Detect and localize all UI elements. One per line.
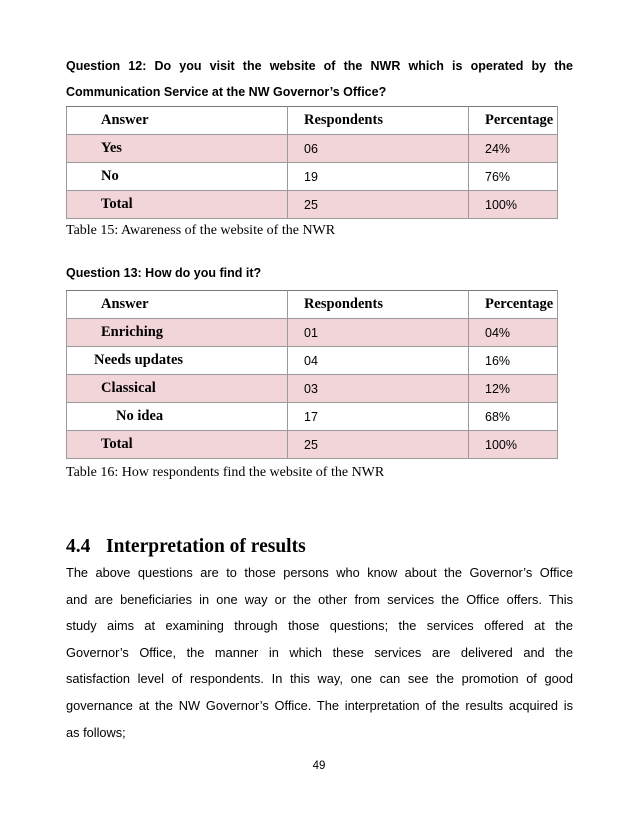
cell-percentage: 16% <box>469 347 558 375</box>
cell-percentage: 24% <box>469 135 558 163</box>
table-row <box>67 431 558 459</box>
table-row <box>67 403 558 431</box>
question-12-line-1: Question 12: Do you visit the website of the NWR which is operated by the <box>66 59 573 73</box>
header-percentage: Percentage <box>469 107 558 135</box>
cell-percentage: 100% <box>469 191 558 219</box>
table-row <box>67 375 558 403</box>
cell-answer: Total <box>67 431 288 459</box>
cell-answer: No <box>67 163 288 191</box>
paragraph-line: The above questions are to those persons who know about the Governor’s Office <box>66 565 573 580</box>
cell-respondents: 01 <box>288 319 469 347</box>
table-header-row <box>67 291 558 319</box>
section-title: Interpretation of results <box>106 536 306 557</box>
cell-respondents: 25 <box>288 431 469 459</box>
table-row <box>67 319 558 347</box>
cell-respondents: 17 <box>288 403 469 431</box>
cell-percentage: 04% <box>469 319 558 347</box>
cell-respondents: 19 <box>288 163 469 191</box>
cell-percentage: 76% <box>469 163 558 191</box>
cell-answer: Classical <box>67 375 288 403</box>
paragraph-line: as follows; <box>66 724 126 740</box>
body-paragraph <box>66 560 573 746</box>
paragraph-line: satisfaction level of respondents. In this way, one can see the promotion of good <box>66 671 573 687</box>
table-header-row <box>67 107 558 135</box>
paragraph-line: study aims at examining through those questions; the services offered at the <box>66 618 573 634</box>
cell-answer: No idea <box>67 403 288 431</box>
cell-respondents: 25 <box>288 191 469 219</box>
table-row <box>67 191 558 219</box>
cell-answer: Enriching <box>67 319 288 347</box>
paragraph-line: Governor’s Office, the manner in which these services are delivered and the <box>66 644 573 660</box>
paragraph-line: governance at the NW Governor’s Office. The interpretation of the results acquired is <box>66 697 573 713</box>
table-row <box>67 347 558 375</box>
cell-answer: Total <box>67 191 288 219</box>
cell-percentage: 12% <box>469 375 558 403</box>
page-number: 49 <box>312 760 326 772</box>
cell-answer: Yes <box>67 135 288 163</box>
header-answer: Answer <box>67 107 288 135</box>
cell-percentage: 68% <box>469 403 558 431</box>
header-percentage: Percentage <box>469 291 558 319</box>
question-12-line-2: Communication Service at the NW Governor’s Office? <box>66 85 387 99</box>
cell-percentage: 100% <box>469 431 558 459</box>
question-13: Question 13: How do you find it? <box>66 266 262 280</box>
table-15 <box>66 106 558 219</box>
cell-respondents: 04 <box>288 347 469 375</box>
table-16-caption: Table 16: How respondents find the website of the NWR <box>66 465 385 480</box>
table-row <box>67 135 558 163</box>
cell-respondents: 06 <box>288 135 469 163</box>
cell-respondents: 03 <box>288 375 469 403</box>
section-heading <box>66 536 306 558</box>
header-respondents: Respondents <box>288 107 469 135</box>
header-answer: Answer <box>67 291 288 319</box>
section-number: 4.4 <box>66 536 91 557</box>
paragraph-line: and are beneficiaries in one way or the other from services the Office offers. This <box>66 591 573 607</box>
header-respondents: Respondents <box>288 291 469 319</box>
table-16 <box>66 290 558 459</box>
table-row <box>67 163 558 191</box>
table-15-caption: Table 15: Awareness of the website of the NWR <box>66 223 336 238</box>
cell-answer: Needs updates <box>67 347 288 375</box>
